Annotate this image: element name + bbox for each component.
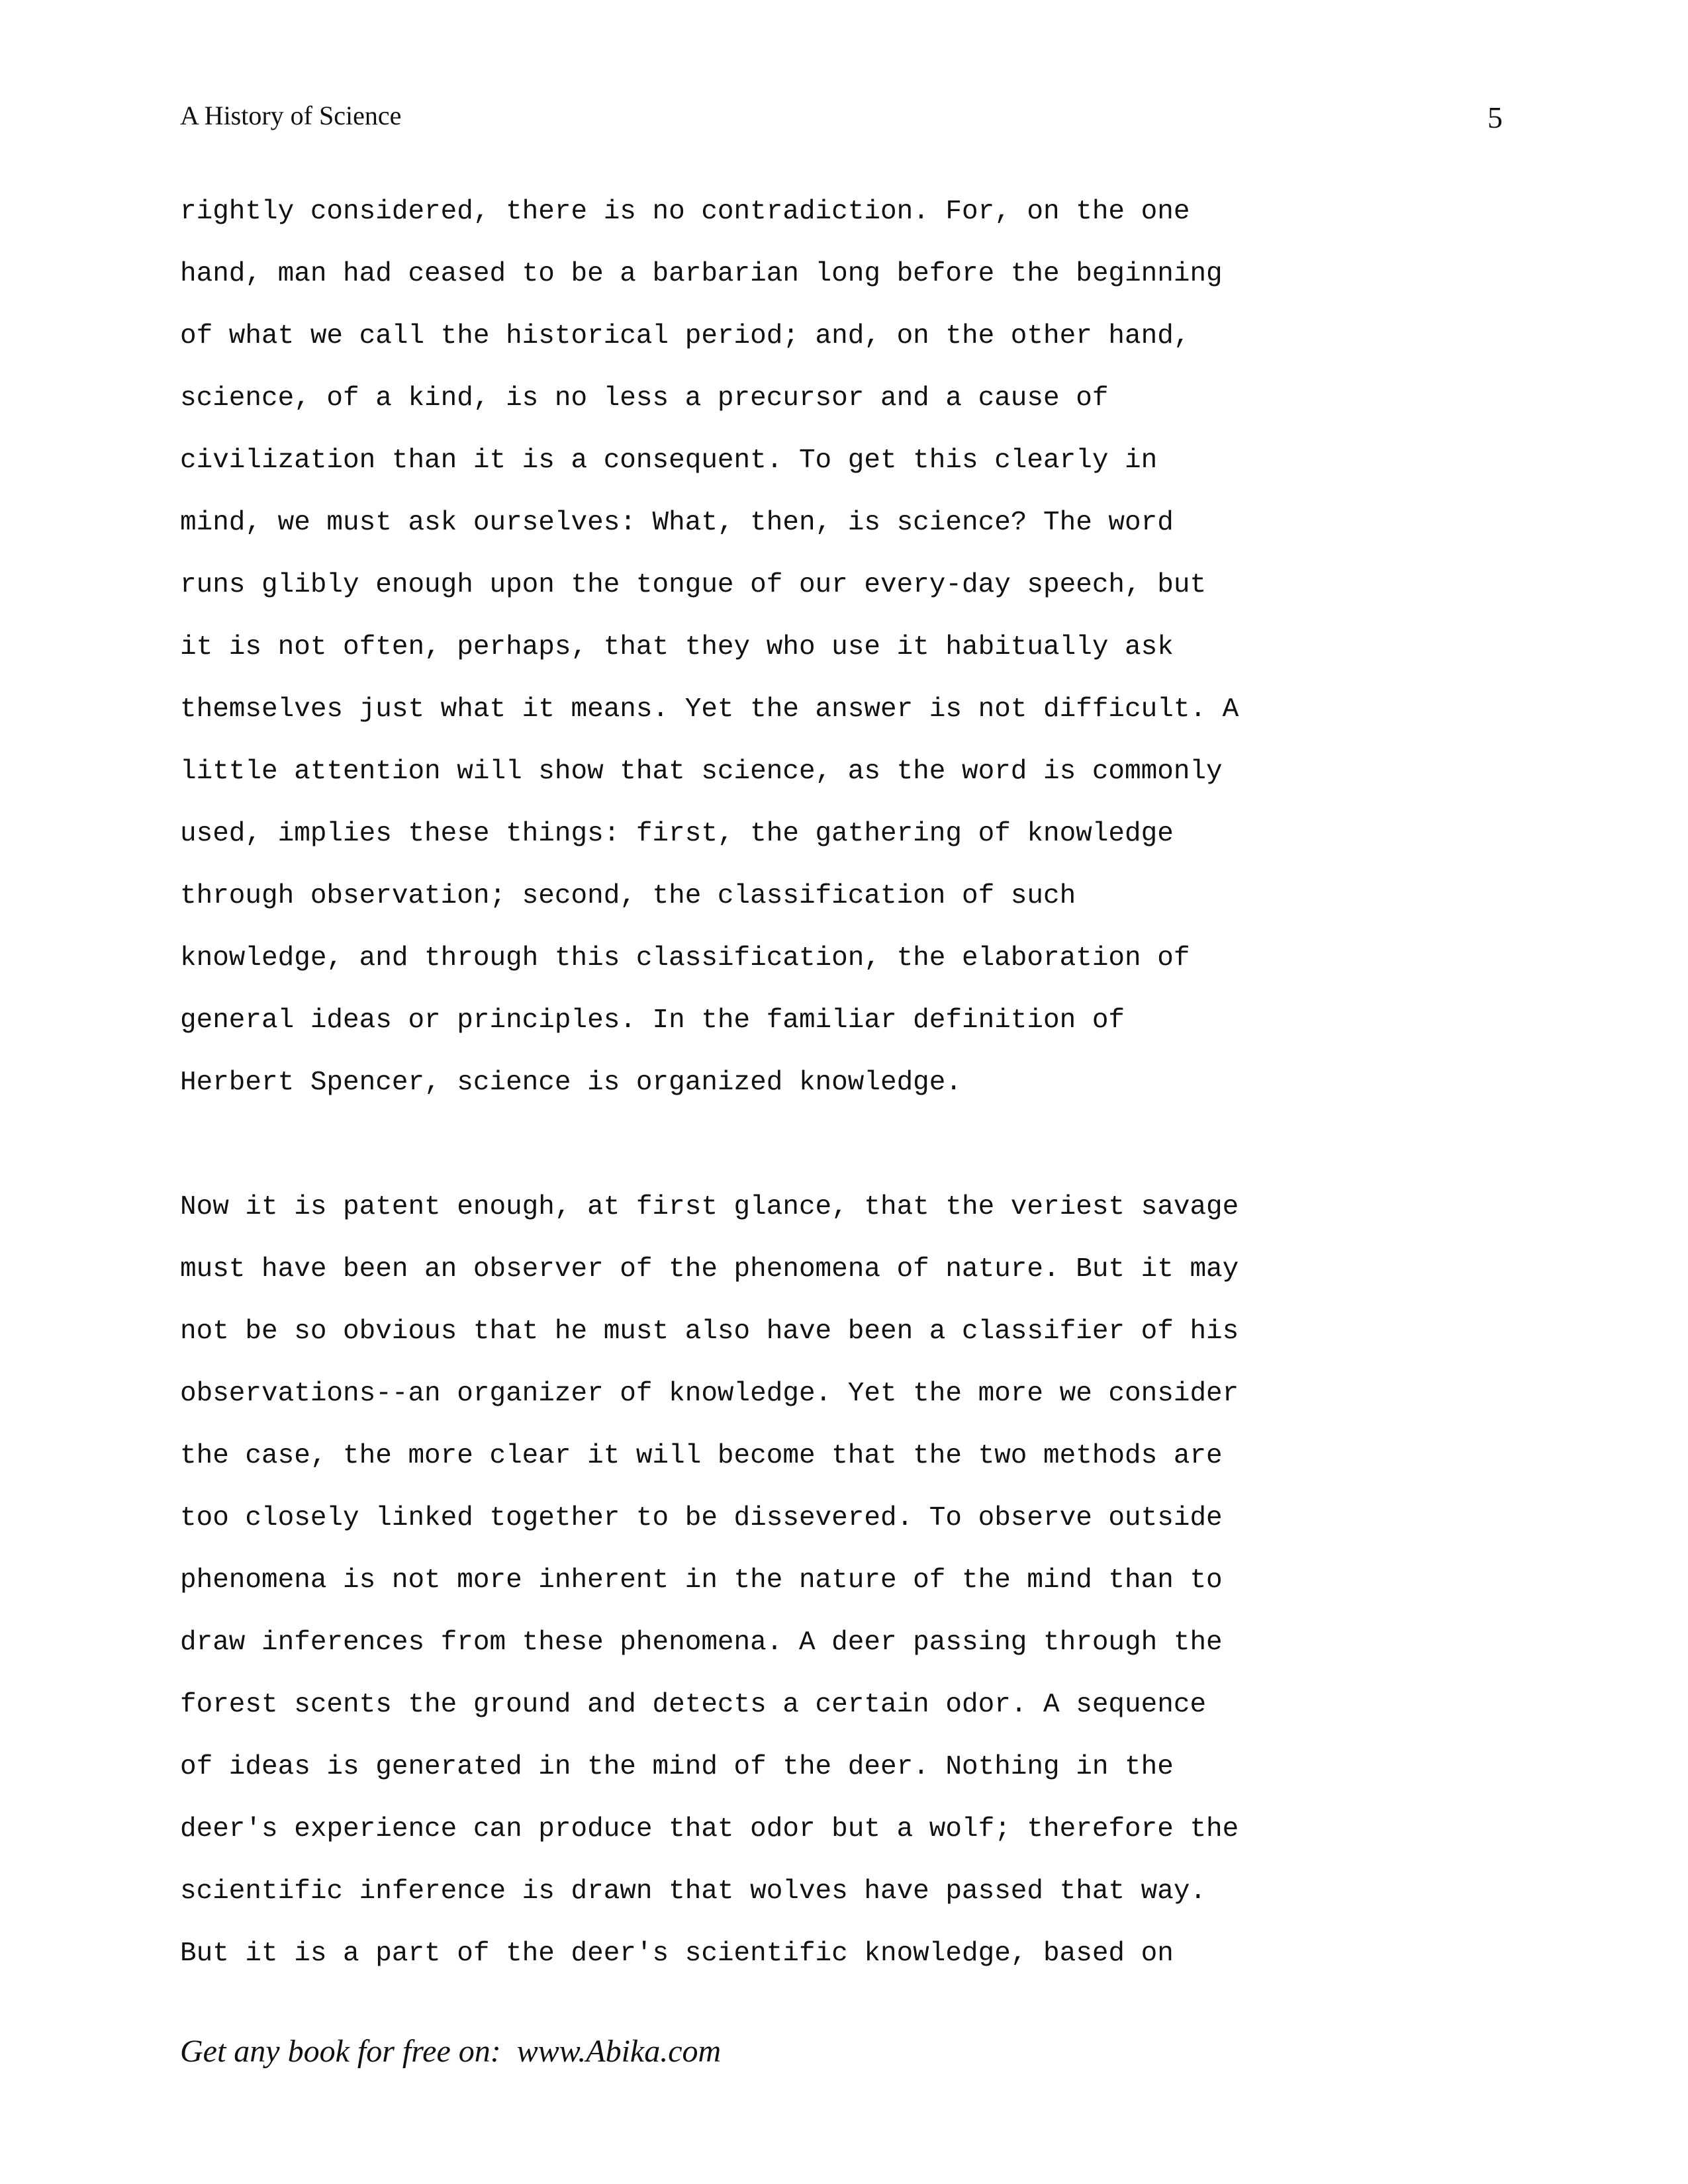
text-line: general ideas or principles. In the familiar definition of (180, 1005, 1125, 1036)
text-line: But it is a part of the deer's scientific knowledge, based on (180, 1938, 1174, 1969)
text-line: through observation; second, the classification of such (180, 881, 1076, 911)
text-line: hand, man had ceased to be a barbarian long before the beginning (180, 259, 1223, 289)
text-line: mind, we must ask ourselves: What, then, is science? The word (180, 508, 1174, 538)
text-line: little attention will show that science, as the word is commonly (180, 756, 1223, 787)
text-line: science, of a kind, is no less a precursor and a cause of (180, 383, 1109, 414)
text-line: Herbert Spencer, science is organized knowledge. (180, 1068, 962, 1098)
text-line: it is not often, perhaps, that they who use it habitually ask (180, 632, 1174, 662)
text-line: too closely linked together to be dissevered. To observe outside (180, 1503, 1223, 1533)
text-line: observations--an organizer of knowledge. Yet the more we consider (180, 1379, 1239, 1409)
text-line: civilization than it is a consequent. To get this clearly in (180, 445, 1158, 476)
text-line: used, implies these things: first, the gathering of knowledge (180, 819, 1174, 849)
text-line: of ideas is generated in the mind of the deer. Nothing in the (180, 1752, 1174, 1782)
paragraph-gap (180, 1125, 1471, 1187)
text-line: scientific inference is drawn that wolves have passed that way. (180, 1876, 1207, 1907)
body-text (180, 192, 1471, 1996)
text-line: must have been an observer of the phenomena of nature. But it may (180, 1254, 1239, 1285)
text-line: runs glibly enough upon the tongue of our every-day speech, but (180, 570, 1207, 600)
paragraph-1 (180, 192, 1471, 1125)
text-line: not be so obvious that he must also have been a classifier of his (180, 1316, 1239, 1347)
text-line: forest scents the ground and detects a certain odor. A sequence (180, 1690, 1207, 1720)
text-line: knowledge, and through this classification, the elaboration of (180, 943, 1190, 974)
footer-promo: Get any book for free on: www.Abika.com (180, 2034, 722, 2069)
text-line: of what we call the historical period; and, on the other hand, (180, 321, 1190, 351)
text-line: themselves just what it means. Yet the answer is not difficult. A (180, 694, 1239, 725)
paragraph-2 (180, 1187, 1471, 1996)
page-number: 5 (1487, 101, 1503, 134)
text-line: rightly considered, there is no contradiction. For, on the one (180, 197, 1190, 227)
text-line: phenomena is not more inherent in the nature of the mind than to (180, 1565, 1223, 1596)
text-line: draw inferences from these phenomena. A deer passing through the (180, 1627, 1223, 1658)
text-line: Now it is patent enough, at first glance, that the veriest savage (180, 1192, 1239, 1222)
running-head-title: A History of Science (180, 101, 402, 130)
text-line: deer's experience can produce that odor but a wolf; therefore the (180, 1814, 1239, 1844)
text-line: the case, the more clear it will become that the two methods are (180, 1441, 1223, 1471)
